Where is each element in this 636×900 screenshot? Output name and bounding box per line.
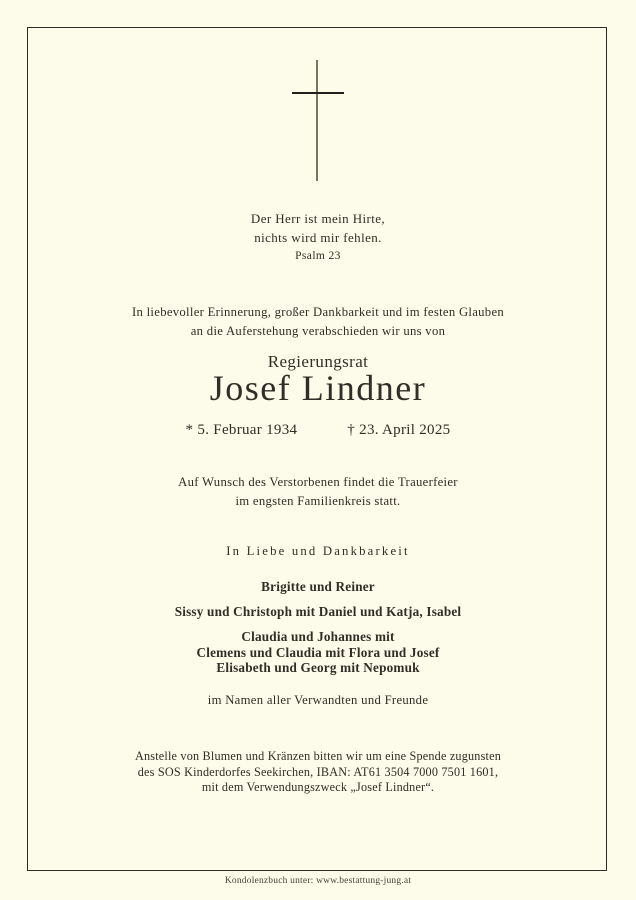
intro-paragraph bbox=[0, 303, 636, 340]
cross-horizontal-bar bbox=[292, 92, 344, 94]
mourner-line: Brigitte und Reiner bbox=[261, 579, 375, 594]
psalm-quote-line: Der Herr ist mein Hirte, bbox=[250, 211, 386, 226]
ceremony-line: Auf Wunsch des Verstorbenen findet die Trauerfeier bbox=[178, 475, 458, 489]
ceremony-notice bbox=[0, 473, 636, 510]
birth-date: * 5. Februar 1934 bbox=[185, 422, 298, 438]
intro-line: an die Auferstehung verabschieden wir uns von bbox=[190, 323, 446, 338]
mourner-line: Elisabeth und Georg mit Nepomuk bbox=[216, 660, 420, 675]
mourner-line: Clemens und Claudia mit Flora und Josef bbox=[196, 644, 440, 660]
donation-line: Anstelle von Blumen und Kränzen bitten wir um eine Spende zugunsten bbox=[134, 749, 502, 763]
donation-line: mit dem Verwendungszweck „Josef Lindner“. bbox=[201, 780, 435, 794]
psalm-quote-line: nichts wird mir fehlen. bbox=[254, 230, 382, 245]
condolence-book-note: Kondolenzbuch unter: www.bestattung-jung.at bbox=[224, 876, 412, 886]
mourner-line: Sissy und Christoph mit Daniel und Katja, Isabel bbox=[174, 604, 462, 619]
life-dates bbox=[0, 421, 636, 439]
closing-line: im Namen aller Verwandten und Freunde bbox=[207, 693, 429, 707]
psalm-source: Psalm 23 bbox=[295, 250, 341, 262]
mourner-group bbox=[0, 629, 636, 676]
psalm-quote bbox=[0, 209, 636, 264]
deceased-name: Josef Lindner bbox=[209, 368, 427, 408]
intro-line: In liebevoller Erinnerung, großer Dankbarkeit und im festen Glauben bbox=[131, 305, 505, 319]
mourner-group bbox=[0, 579, 636, 595]
death-date: † 23. April 2025 bbox=[347, 422, 451, 438]
mourner-group bbox=[0, 604, 636, 620]
donation-line: des SOS Kinderdorfes Seekirchen, IBAN: AT61 3504 7000 7501 1601, bbox=[137, 764, 499, 779]
farewell-heading: In Liebe und Dankbarkeit bbox=[226, 544, 410, 558]
deceased-honorific-title: Regierungsrat bbox=[267, 352, 369, 371]
cross-vertical-bar bbox=[316, 60, 318, 181]
mourner-line: Claudia und Johannes mit bbox=[241, 629, 395, 644]
donation-notice bbox=[0, 749, 636, 796]
ceremony-line: im engsten Familienkreis statt. bbox=[235, 493, 401, 508]
